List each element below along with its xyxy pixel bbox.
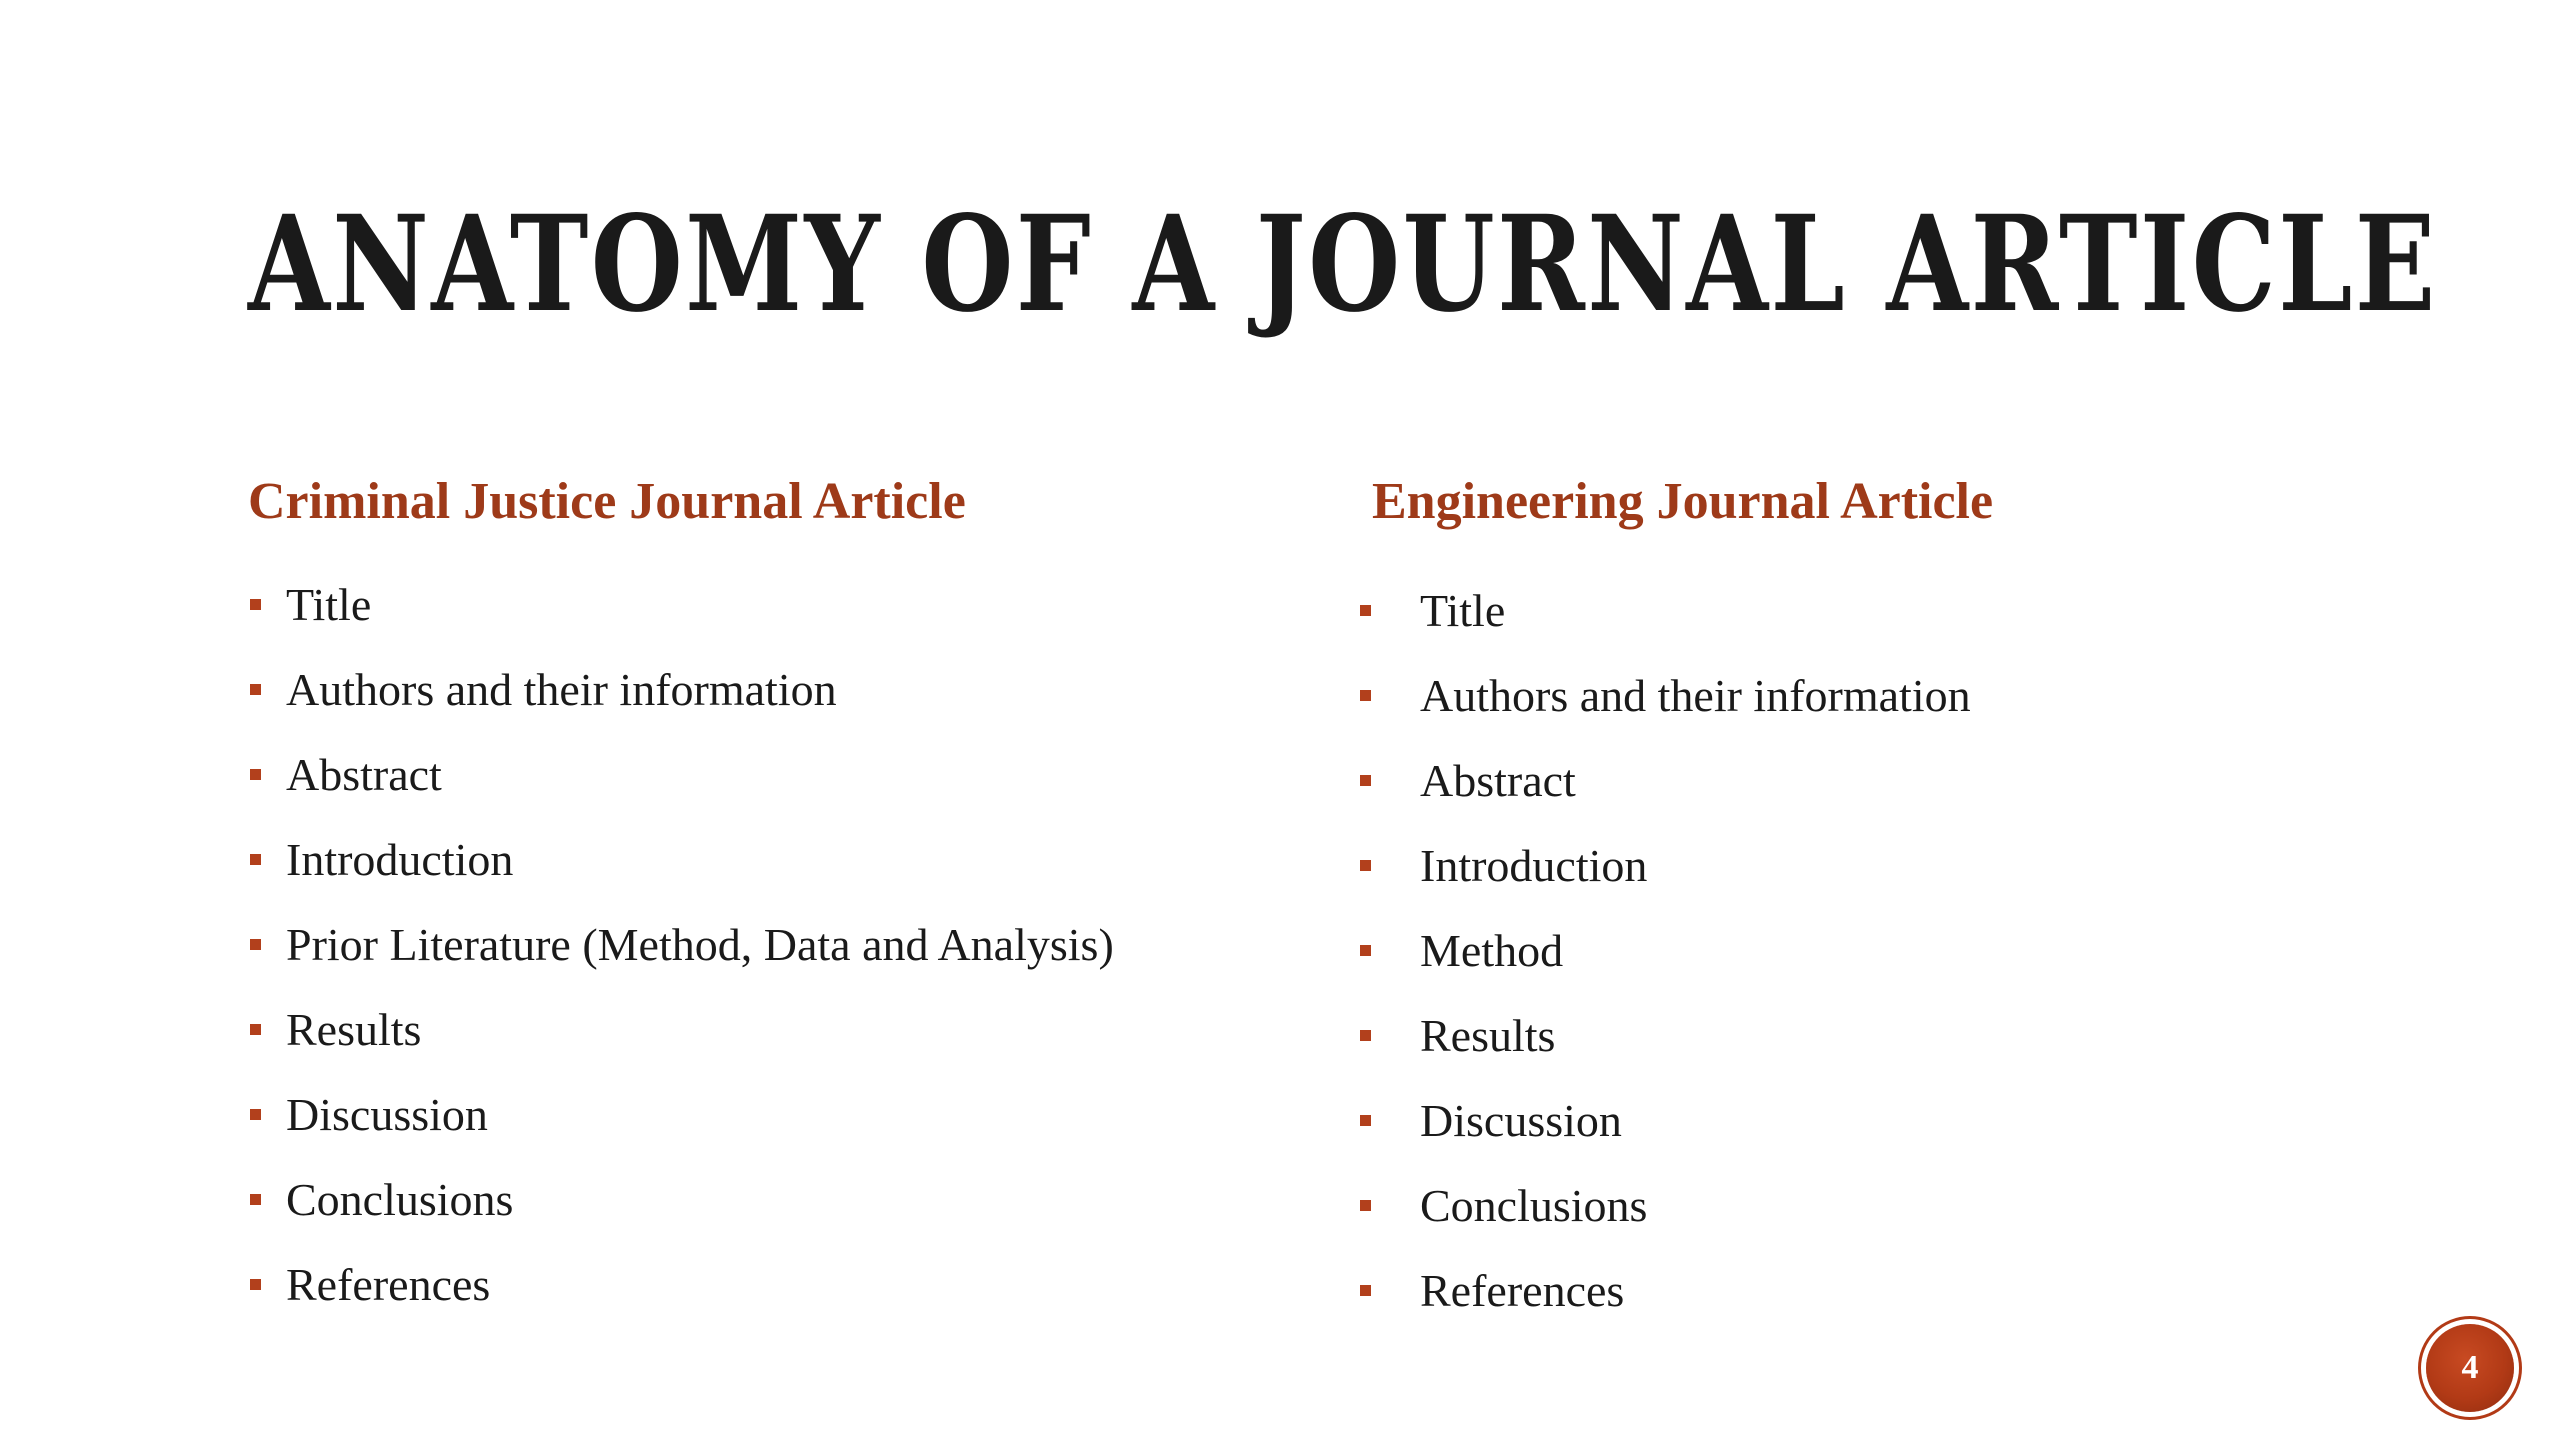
list-item-label: Authors and their information bbox=[1420, 670, 1971, 721]
square-bullet-icon bbox=[250, 1279, 261, 1290]
list-item bbox=[248, 562, 1348, 647]
list-item-label: Prior Literature (Method, Data and Analysis) bbox=[286, 919, 1114, 970]
slide-title: ANATOMY OF A JOURNAL ARTICLE bbox=[248, 187, 2438, 342]
square-bullet-icon bbox=[1360, 1030, 1371, 1041]
list-item-label: Results bbox=[1420, 1010, 1556, 1061]
criminal-justice-column bbox=[248, 462, 1348, 1327]
list-item-label: Discussion bbox=[286, 1089, 488, 1140]
list-item bbox=[248, 902, 1348, 987]
list-item bbox=[248, 987, 1348, 1072]
list-item bbox=[1372, 908, 2472, 993]
list-item-label: Authors and their information bbox=[286, 664, 837, 715]
list-item bbox=[248, 1072, 1348, 1157]
engineering-list bbox=[1372, 568, 2472, 1333]
list-item-label: Abstract bbox=[1420, 755, 1576, 806]
list-item bbox=[1372, 1078, 2472, 1163]
square-bullet-icon bbox=[1360, 605, 1371, 616]
page-number-badge bbox=[2426, 1324, 2514, 1412]
list-item bbox=[248, 1242, 1348, 1327]
engineering-column bbox=[1372, 462, 2472, 1333]
list-item bbox=[248, 1157, 1348, 1242]
list-item-label: Title bbox=[286, 579, 372, 630]
square-bullet-icon bbox=[1360, 860, 1371, 871]
square-bullet-icon bbox=[1360, 945, 1371, 956]
list-item-label: Discussion bbox=[1420, 1095, 1622, 1146]
square-bullet-icon bbox=[250, 939, 261, 950]
square-bullet-icon bbox=[1360, 690, 1371, 701]
square-bullet-icon bbox=[250, 769, 261, 780]
list-item-label: Conclusions bbox=[1420, 1180, 1648, 1231]
list-item-label: References bbox=[286, 1259, 491, 1310]
list-item bbox=[248, 647, 1348, 732]
list-item bbox=[1372, 1163, 2472, 1248]
square-bullet-icon bbox=[250, 1109, 261, 1120]
list-item bbox=[1372, 1248, 2472, 1333]
list-item-label: Abstract bbox=[286, 749, 442, 800]
square-bullet-icon bbox=[250, 599, 261, 610]
list-item bbox=[1372, 823, 2472, 908]
list-item-label: References bbox=[1420, 1265, 1625, 1316]
page-number: 4 bbox=[2461, 1349, 2479, 1386]
square-bullet-icon bbox=[1360, 775, 1371, 786]
list-item bbox=[1372, 653, 2472, 738]
engineering-heading: Engineering Journal Article bbox=[1372, 473, 1994, 530]
square-bullet-icon bbox=[250, 1024, 261, 1035]
list-item bbox=[1372, 568, 2472, 653]
list-item bbox=[248, 817, 1348, 902]
criminal-justice-heading: Criminal Justice Journal Article bbox=[248, 473, 966, 530]
list-item-label: Title bbox=[1420, 585, 1506, 636]
list-item-label: Introduction bbox=[1420, 840, 1648, 891]
list-item-label: Method bbox=[1420, 925, 1564, 976]
criminal-justice-list bbox=[248, 562, 1348, 1327]
square-bullet-icon bbox=[1360, 1115, 1371, 1126]
square-bullet-icon bbox=[1360, 1285, 1371, 1296]
list-item bbox=[1372, 993, 2472, 1078]
list-item bbox=[1372, 738, 2472, 823]
list-item bbox=[248, 732, 1348, 817]
list-item-label: Results bbox=[286, 1004, 422, 1055]
square-bullet-icon bbox=[250, 1194, 261, 1205]
list-item-label: Introduction bbox=[286, 834, 514, 885]
square-bullet-icon bbox=[1360, 1200, 1371, 1211]
list-item-label: Conclusions bbox=[286, 1174, 514, 1225]
square-bullet-icon bbox=[250, 684, 261, 695]
square-bullet-icon bbox=[250, 854, 261, 865]
